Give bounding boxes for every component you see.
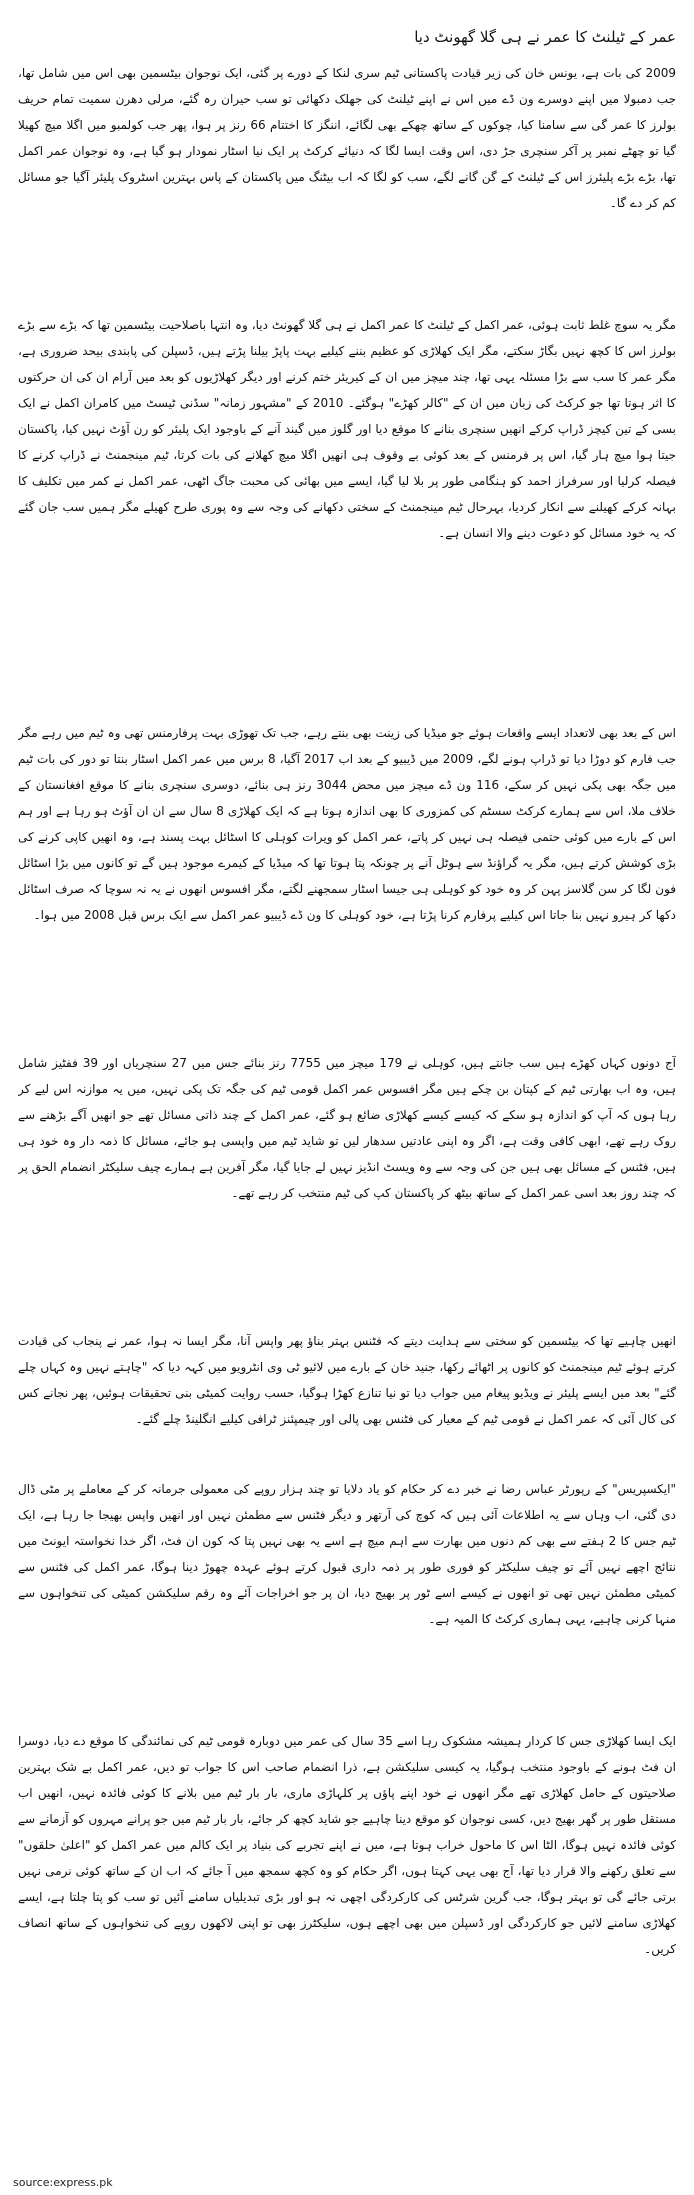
article-paragraph-6: "ایکسپریس" کے رپورٹر عباس رضا نے خبر دے کر حکام کو یاد دلایا تو چند ہزار روپے کی معمولی جرمانہ کر کے معاملے پر مٹی ڈال دی گئی، اب وہاں سے یہ اطلاعات آئی ہیں کہ کوچ کی آرتھر و دیگر فٹنس سے مطمئن نہیں اور انھیں واپس بھیجا جا رہا ہے، ایک ٹیم جس کا 2 ہفتے سے بھی کم دنوں میں بھارت سے اہم میچ ہے اسے یہ بھی نہیں پتا کہ کون ان فٹ، اگر خدا نخواستہ ایونٹ میں نتائج اچھے نہیں آئے تو چیف سلیکٹر کو فوری طور پر ذمہ داری قبول کرتے ہوئے عہدہ چھوڑ دینا ہوگا، عمر اکمل کی فٹنس سے کمیٹی مطمئن نہیں تھی تو انھوں نے کیسے اسے ٹور پر بھیج دیا، ان پر جو اخراجات آئے وہ رقم سلیکشن کمیٹی کی تنخواہوں سے منہا کرنی چاہیے، یہی ہماری کرکٹ کا المیہ ہے۔ [18,1482,676,1626]
article-paragraph-5: انھیں چاہیے تھا کہ بیٹسمین کو سختی سے ہدایت دیتے کہ فٹنس بہتر بناؤ پھر واپس آنا، مگر ایسا نہ ہوا، عمر نے پنجاب کی قیادت کرتے ہوئے ٹیم مینجمنٹ کو کانوں پر اٹھائے رکھا، جنید خان کے بارے میں لائیو ٹی وی انٹرویو میں کہہ دیا کہ "چاہتے نہیں وہ کہاں چلے گئے" بعد میں ایسے پلیئر نے ویڈیو پیغام میں جواب دیا تو نیا تنازع کھڑا ہوگیا، حسب روایت کمیٹی بنی تحقیقات ہوئیں، پھر نجانے کس کی کال آئی کہ عمر اکمل نے قومی ٹیم کے معیار کی فٹنس بھی پالی اور چیمپئنز ٹرافی کیلیے انگلینڈ چلے گئے۔ [18,1334,676,1426]
article-paragraph-7: ایک ایسا کھلاڑی جس کا کردار ہمیشہ مشکوک رہا اسے 35 سال کی عمر میں دوبارہ قومی ٹیم کی نمائندگی کا موقع دے دیا، دوسرا ان فٹ ہونے کے باوجود منتخب ہوگیا، یہ کیسی سلیکشن ہے، ذرا انضمام صاحب اس کا جواب تو دیں، عمر اکمل بے شک بہترین صلاحیتوں کے حامل کھلاڑی تھے مگر انھوں نے خود اپنے پاؤں پر کلہاڑی ماری، بار بار ٹیم میں بلانے کا کوئی فائدہ نہیں، انھیں اب مستقل طور پر گھر بھیج دیں، کسی نوجوان کو موقع دینا چاہیے جو شاید کچھ کر جائے، بار بار ٹیم میں جو پرانے مہروں کو آزمانے سے کوئی فائدہ نہیں ہوگا، الٹا اس کا ماحول خراب ہوتا ہے، میں نے اپنے تجربے کی بنیاد پر ایک کالم میں عمر اکمل کو "اعلیٰ حلقوں" سے تعلق رکھنے والا قرار دیا تھا، آج بھی یہی کہتا ہوں، اگر حکام کو وہ کچھ سمجھ میں آ جائے کہ اب ان کے ساتھ کوئی نرمی نہیں برتی جائے گی تو بہتر ہوگا، جب گرین شرٹس کی کارکردگی اچھی نہ ہو اور بڑی تبدیلیاں سامنے آئیں تو سب کو پتا چلتا ہے، ایسے کھلاڑی سامنے لائیں جو کارکردگی اور ڈسپلن میں بھی اچھے ہوں، سلیکٹرز بھی تو اپنی لاکھوں روپے کی تنخواہوں کے ساتھ انصاف کریں۔ [18,1734,676,1956]
article-title: عمر کے ٹیلنٹ کا عمر نے ہی گلا گھونٹ دیا [414,28,676,46]
article-paragraph-4: آج دونوں کہاں کھڑے ہیں سب جانتے ہیں، کوہلی نے 179 میچز میں 7755 رنز بنائے جس میں 27 سنچریاں اور 39 ففٹیز شامل ہیں، وہ اب بھارتی ٹیم کے کپتان بن چکے ہیں مگر افسوس عمر اکمل قومی ٹیم کی جگہ تک پکی نہیں، میں یہ موازنہ اس لیے کر رہا ہوں کہ آپ کو اندازہ ہو سکے کہ کیسے کیسے کھلاڑی ضائع ہو گئے، عمر اکمل کے چند ذاتی مسائل تھے جو انھیں آگے بڑھنے سے روک رہے تھے، ابھی کافی وقت ہے، اگر وہ اپنی عادتیں سدھار لیں تو شاید ٹیم میں واپسی ہو جائے، مسائل کا ذمہ دار وہ خود ہی ہیں، فٹنس کے مسائل بھی ہیں جن کی وجہ سے وہ ویسٹ انڈیز نہیں لے جایا گیا، مگر آفرین ہے ہمارے چیف سلیکٹر انضمام الحق پر کہ چند روز بعد اسی عمر اکمل کے ساتھ بیٹھ کر پاکستان کپ کی ٹیم منتخب کر رہے تھے۔ [18,1056,676,1200]
article-paragraph-3: اس کے بعد بھی لاتعداد ایسے واقعات ہوئے جو میڈیا کی زینت بھی بنتے رہے، جب تک تھوڑی بہت پرفارمنس تھی وہ ٹیم میں رہے مگر جب فارم کو دوڑا دیا تو ڈراپ ہونے لگے، 2009 میں ڈیبیو کے بعد اب 2017 آگیا، 8 برس میں عمر اکمل اسٹار بنتا تو دور کی بات ٹیم میں جگہ بھی پکی نہیں کر سکے، 116 ون ڈے میچز میں محض 3044 رنز ہی بنائے، دوسری سنچری بنانے کا موقع افغانستان کے خلاف ملا، اس سے ہمارے کرکٹ سسٹم کی کمزوری کا بھی اندازہ ہوتا ہے کہ ایک کھلاڑی 8 سال سے ان ان آؤٹ ہو رہا ہے اور ہم اس کے بارے میں کوئی حتمی فیصلہ ہی نہیں کر پاتے، عمر اکمل کو ویرات کوہلی کا اسٹائل بہت پسند ہے، وہ انھیں کاپی کرنے کی بڑی کوشش کرتے ہیں، مگر یہ گراؤنڈ سے ہوٹل آنے پر چونکہ پتا ہوتا تھا کہ میڈیا کے کیمرے موجود ہیں گے تو کانوں میں بڑا اسٹائل فون لگا کر سن گلاسز پہن کر وہ خود کو کوہلی ہی جیسا اسٹار سمجھنے لگتے، مگر افسوس انھوں نے یہ نہ سوچا کہ صرف اسٹائل دکھا کر ہیرو نہیں بنا جاتا اس کیلیے پرفارم کرنا پڑتا ہے، خود کوہلی کا ون ڈے ڈیبیو عمر اکمل سے ایک برس قبل 2008 میں ہوا۔ [18,726,676,922]
article-paragraph-2: مگر یہ سوچ غلط ثابت ہوئی، عمر اکمل کے ٹیلنٹ کا عمر اکمل نے ہی گلا گھونٹ دیا، وہ انتہا باصلاحیت بیٹسمین تھا کہ بڑے سے بڑے بولرز اس کا کچھ نہیں بگاڑ سکتے، مگر ایک کھلاڑی کو عظیم بننے کیلیے بہت پاپڑ بیلنا پڑتے ہیں، ڈسپلن کی پابندی بیحد ضروری ہے، مگر عمر کا سب سے بڑا مسئلہ یہی تھا، چند میچز میں ان کے کیریئر ختم کرنے اور دیگر کھلاڑیوں کو بعد میں آرام ان کی ان حرکتوں کا اثر ہوتا تھا جو کرکٹ کی زبان میں ان کے "کالر کھڑے" ہوگئے۔ 2010 کے "مشہور زمانہ" سڈنی ٹیسٹ میں کامران اکمل نے ایک بسی کے تین کیچز ڈراپ کرکے انھیں سنچری بنانے کا موقع دیا اور گلوز میں گیند آنے کے باوجود ایک پلیئر کو رن آؤٹ نہیں کیا، پاکستان جیتا ہوا میچ ہار گیا، اس پر فرمنس کے بعد کوئی بے وقوف ہی انھیں اگلا میچ کھلانے کی بات کرتا، ٹیم مینجمنٹ نے ڈراپ کرنے کا فیصلہ کرلیا اور سرفراز احمد کو ہنگامی طور پر بلا لیا گیا، ایسے میں بھائی کی محبت جاگ اٹھی، عمر اکمل نے کمر میں تکلیف کا بہانہ کرکے کھیلنے سے انکار کردیا، بہرحال ٹیم مینجمنٹ کے سختی دکھانے کی وجہ سے وہ پوری طرح کھیلے مگر ہمیں سب جان گئے کہ یہ خود مسائل کو دعوت دینے والا انسان ہے۔ [18,318,676,540]
source-credit: source:express.pk [13,2176,113,2189]
article-paragraph-1: 2009 کی بات ہے، یونس خان کی زیر قیادت پاکستانی ٹیم سری لنکا کے دورے پر گئی، ایک نوجوان بیٹسمین بھی اس میں شامل تھا، جب دمبولا میں اپنے دوسرے ون ڈے میں اس نے اپنے ٹیلنٹ کی جھلک دکھائی تو سب حیران رہ گئے، مرلی دھرن سمیت تمام حریف بولرز کا عمر گی سے سامنا کیا، چوکوں کے ساتھ چھکے بھی لگائے، اننگز کا اختتام 66 رنز پر ہوا، پھر جب کولمبو میں اگلا میچ کھیلا گیا تو چھٹے نمبر پر آکر سنچری جڑ دی، اس وقت ایسا لگا کہ دنیائے کرکٹ پر ایک نیا اسٹار نمودار ہو گیا ہے، وہ نوجوان عمر اکمل تھا، بڑے بڑے پلیئرز اس کے ٹیلنٹ کے گن گانے لگے، سب کو لگا کہ اب بیٹنگ میں پاکستان کے پاس بہترین اسٹروک پلیئر آگیا جو مسائل کم کر دے گا۔ [18,66,676,210]
